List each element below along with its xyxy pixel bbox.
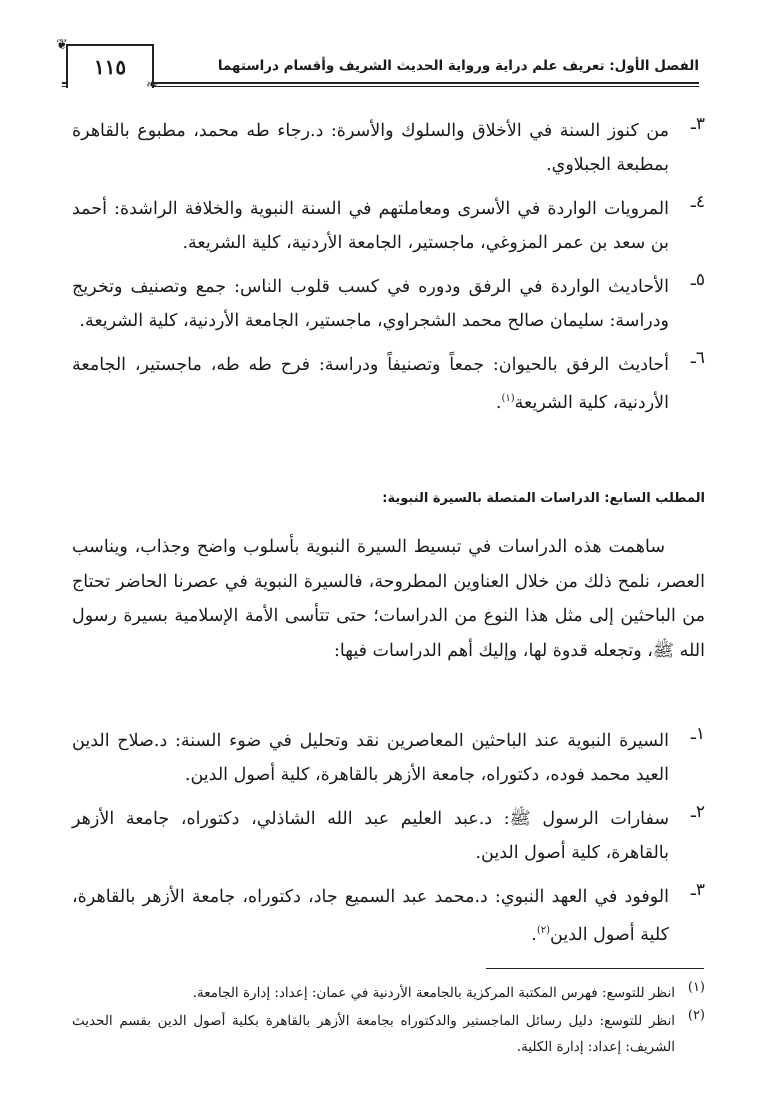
studies-list-seerah — [72, 724, 705, 962]
flourish-ornament-icon: ❦ — [56, 37, 68, 53]
section-title: المطلب السابع: الدراسات المتصلة بالسيرة النبوية: — [382, 491, 705, 506]
item-text: المرويات الواردة في الأسرى ومعاملتهم في السنة النبوية والخلافة الراشدة: أحمد بن سعد بن عمر المزوغي، ماجستير، الجامعة الأردنية، كلية الشريعة. — [72, 199, 669, 253]
footnote — [72, 980, 705, 1006]
list-item — [72, 724, 705, 792]
item-text: سفارات الرسول ﷺ: د.عبد العليم عبد الله الشاذلي، دكتوراه، جامعة الأزهر بالقاهرة، كلية أصول الدين. — [72, 809, 669, 863]
section-paragraph: ساهمت هذه الدراسات في تبسيط السيرة النبوية بأسلوب واضح وجذاب، ويناسب العصر، نلمح ذلك من خلال العناوين المطروحة، فالسيرة النبوية في عصرنا الحاضر تحتاج من الباحثين إلى مثل هذا النوع من الدراسات؛ حتى تتأسى الأمة الإسلامية بسيرة رسول الله ﷺ، وتجعله قدوة لها، وإليك أهم الدراسات فيها: — [72, 537, 705, 661]
item-number: ٦ـ — [690, 348, 705, 368]
list-item — [72, 114, 705, 182]
footnotes — [72, 980, 705, 1062]
item-number: ٤ـ — [690, 192, 705, 212]
item-text: من كنوز السنة في الأخلاق والسلوك والأسرة: د.رجاء طه محمد، مطبوع بالقاهرة بمطبعة الجبلاوي. — [72, 121, 669, 175]
flourish-ornament-icon: ❧ — [146, 77, 158, 93]
item-text-body: الوفود في العهد النبوي: د.محمد عبد السميع جاد، دكتوراه، جامعة الأزهر بالقاهرة، كلية أصول الدين — [72, 887, 669, 945]
footnote — [72, 1008, 705, 1060]
list-item — [72, 192, 705, 260]
list-item — [72, 270, 705, 338]
footnote-ref: (٢) — [536, 925, 551, 936]
footnote-rule — [486, 968, 704, 969]
item-text: الأحاديث الواردة في الرفق ودوره في كسب قلوب الناس: جمع وتصنيف وتخريج ودراسة: سليمان صالح محمد الشجراوي، ماجستير، الجامعة الأردنية، كلية الشريعة. — [72, 277, 669, 331]
list-item — [72, 802, 705, 870]
item-text-tail: . — [531, 924, 537, 945]
footnote-ref: (١) — [501, 393, 515, 404]
running-title: الفصل الأول: تعريف علم دراية ورواية الحديث الشريف وأقسام دراستهما — [217, 58, 699, 74]
footnote-marker: (٢) — [687, 1008, 705, 1023]
item-number: ٣ـ — [690, 114, 705, 134]
footnote-text: انظر للتوسع: فهرس المكتبة المركزية بالجامعة الأردنية في عمان: إعداد: إدارة الجامعة. — [192, 985, 675, 1001]
list-item — [72, 348, 705, 420]
item-number: ١ـ — [690, 724, 705, 744]
studies-list-hadith — [72, 114, 705, 430]
footnote-text: انظر للتوسع: دليل رسائل الماجستير والدكتوراه بجامعة الأزهر بالقاهرة بكلية أصول الدين بقسم الحديث الشريف: إعداد: إدارة الكلية. — [72, 1013, 675, 1055]
item-text-body: أحاديث الرفق بالحيوان: جمعاً وتصنيفاً ودراسة: فرح طه طه، ماجستير، الجامعة الأردنية، كلية الشريعة — [72, 355, 669, 413]
item-text — [72, 348, 669, 420]
item-number: ٢ـ — [690, 802, 705, 822]
page-number: ١١٥ — [93, 55, 127, 79]
list-item — [72, 880, 705, 952]
item-number: ٣ـ — [690, 880, 705, 900]
footnote-marker: (١) — [687, 980, 705, 995]
page-number-box — [66, 44, 154, 88]
item-text-tail: . — [495, 392, 502, 413]
item-text: السيرة النبوية عند الباحثين المعاصرين نقد وتحليل في ضوء السنة: د.صلاح الدين العيد محمد فوده، دكتوراه، جامعة الأزهر بالقاهرة، كلية أصول الدين. — [72, 731, 669, 785]
item-number: ٥ـ — [690, 270, 705, 290]
item-text — [72, 880, 669, 952]
